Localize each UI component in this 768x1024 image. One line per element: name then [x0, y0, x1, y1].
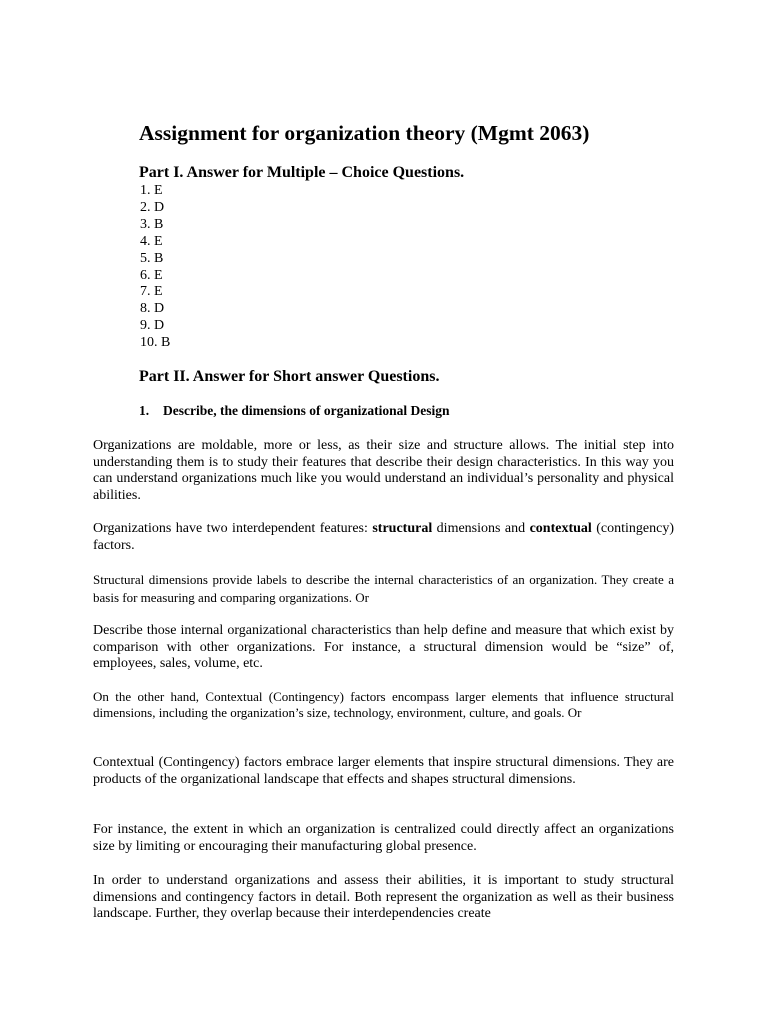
part2-heading: Part II. Answer for Short answer Questions. [139, 368, 440, 385]
answer-item: 9. D [140, 318, 165, 334]
bold-term: structural [372, 521, 433, 536]
paragraph: For instance, the extent in which an organization is centralized could directly affect an organizations size by limiting or encouraging their manufacturing global presence. [93, 822, 674, 854]
answer-item: 3. B [140, 216, 164, 232]
paragraph: On the other hand, Contextual (Contingency) factors encompass larger elements that influence structural dimensions, including the organization’s size, technology, environment, culture, and goals. Or [93, 689, 674, 721]
answer-item: 4. E [140, 233, 163, 249]
question-number: 1. [139, 403, 150, 418]
paragraph-text: dimensions and [432, 521, 530, 536]
answer-item: 5. B [140, 250, 164, 266]
question-text: Describe, the dimensions of organizational Design [163, 403, 450, 418]
part1-heading: Part I. Answer for Multiple – Choice Questions. [139, 164, 465, 181]
document-title: Assignment for organization theory (Mgmt 2063) [139, 121, 590, 145]
paragraph: Organizations are moldable, more or less, as their size and structure allows. The initial step into understanding them is to study their features that describe their design characteristics. In this way you can understand organizations much like you would understand an individual’s personality and physical abilities. [93, 438, 674, 504]
answer-item: 8. D [140, 301, 165, 317]
paragraph-text: Organizations have two interdependent features: [93, 521, 373, 536]
paragraph: Describe those internal organizational characteristics than help define and measure that which exist by comparison with other organizations. For instance, a structural dimension would be “size” of, employees, sales, volume, etc. [93, 623, 674, 672]
question-heading [139, 403, 450, 419]
paragraph: In order to understand organizations and assess their abilities, it is important to study structural dimensions and contingency factors in detail. Both represent the organization as well as their business landscape. Further, they overlap because their interdependencies create [93, 873, 674, 922]
answer-list [140, 183, 170, 352]
paragraph-text: (contingency) factors. [93, 521, 674, 553]
paragraph: Contextual (Contingency) factors embrace larger elements that inspire structural dimensions. They are products of the organizational landscape that effects and shapes structural dimensions. [93, 755, 674, 787]
answer-item: 2. D [140, 199, 165, 215]
answer-item: 1. E [140, 183, 163, 198]
paragraph: Structural dimensions provide labels to describe the internal characteristics of an organization. They create a basis for measuring and comparing organizations. Or [93, 572, 674, 605]
answer-item: 6. E [140, 267, 163, 283]
answer-item: 7. E [140, 284, 163, 300]
paragraph [93, 521, 674, 554]
bold-term: contextual [529, 521, 592, 536]
answer-item: 10. B [140, 335, 171, 351]
